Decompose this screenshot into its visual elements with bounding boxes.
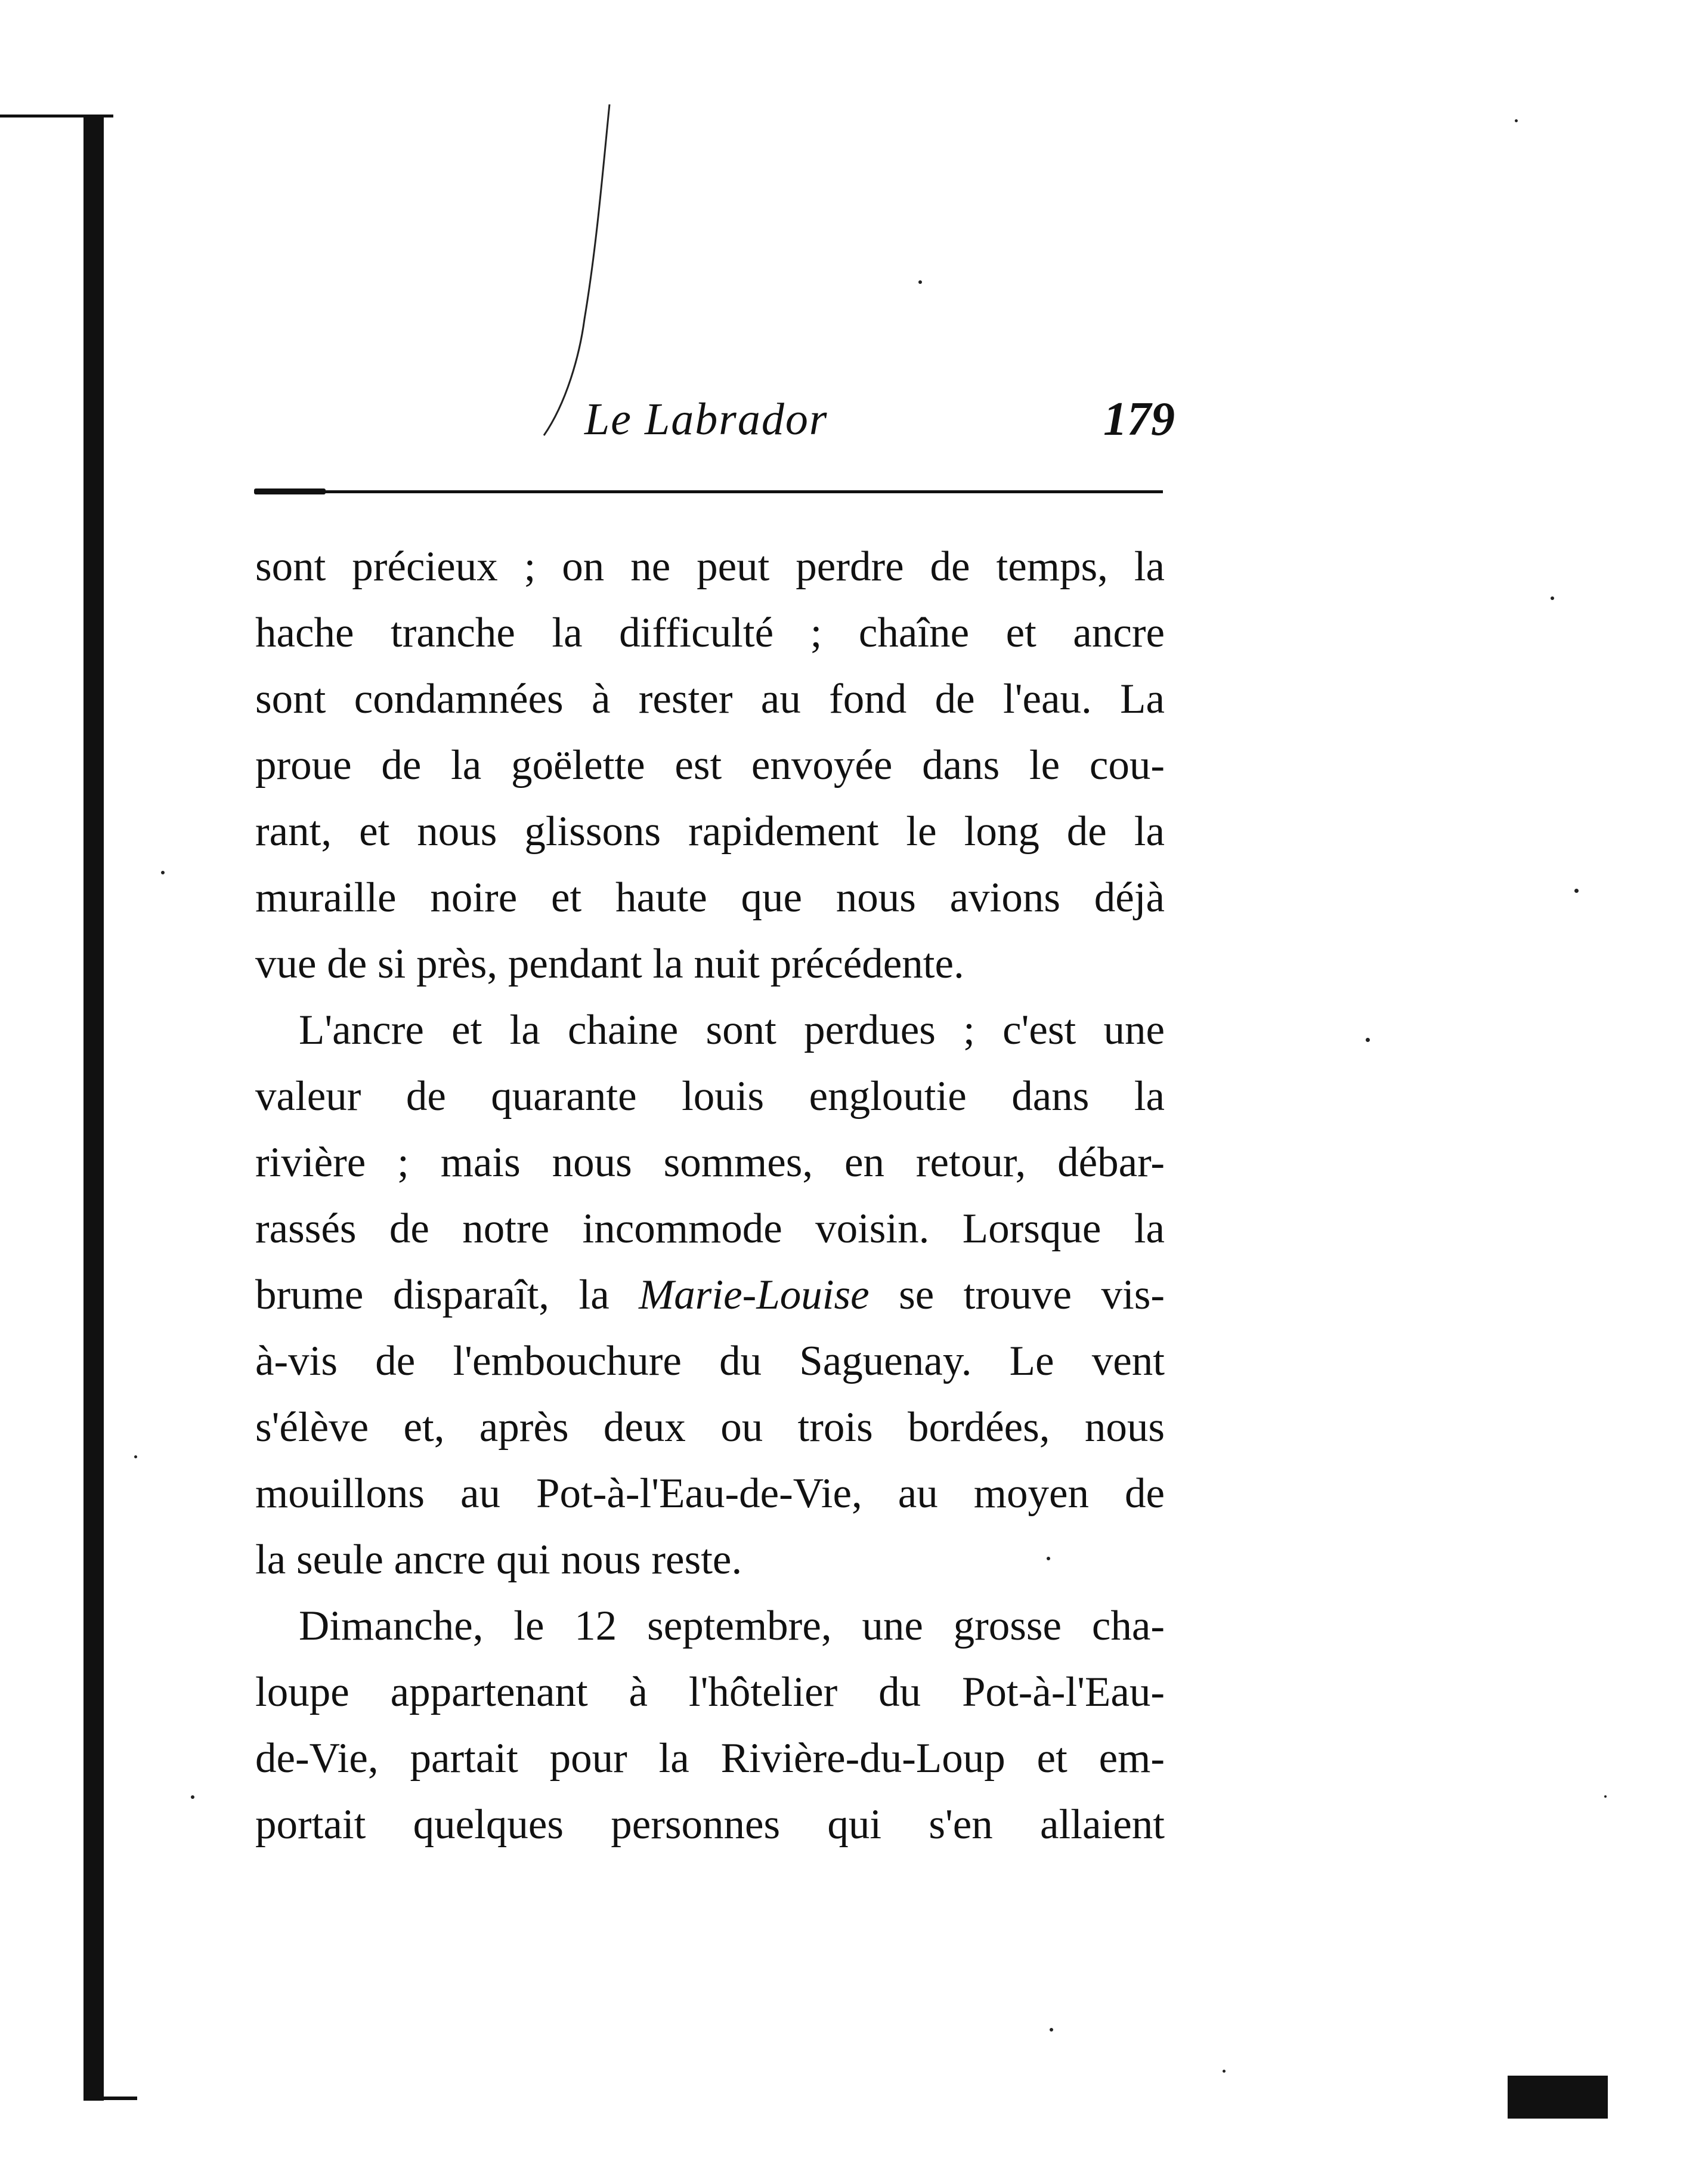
scan-speck <box>161 871 165 874</box>
italic-ship-name: Marie-Louise <box>639 1272 870 1318</box>
scan-speck <box>918 280 922 284</box>
paragraph-first-line: Dimanche, le 12 septembre, une grosse cha- <box>299 1603 1165 1649</box>
text-fragment: brume disparaît, la <box>255 1272 609 1318</box>
text-line: sont condamnées à rester au fond de l'eau. La <box>255 676 1165 722</box>
scan-speck <box>1223 2070 1226 2073</box>
text-line: proue de la goëlette est envoyée dans le cou- <box>255 742 1165 789</box>
scan-corner-block <box>1508 2076 1608 2119</box>
scan-edge-left <box>83 115 104 2101</box>
text-line: loupe appartenant à l'hôtelier du Pot-à-l'Eau- <box>255 1669 1165 1715</box>
text-line: la seule ancre qui nous reste. <box>255 1536 742 1583</box>
scan-speck <box>1047 1557 1050 1560</box>
text-line: portait quelques personnes qui s'en allaient <box>255 1801 1165 1848</box>
scan-speck <box>1366 1038 1370 1042</box>
paragraph-first-line: L'ancre et la chaine sont perdues ; c'est une <box>299 1007 1165 1053</box>
text-line: rivière ; mais nous sommes, en retour, débar- <box>255 1139 1165 1186</box>
scan-speck <box>1574 889 1579 893</box>
running-header <box>584 382 1181 459</box>
text-fragment: se trouve vis- <box>899 1272 1165 1318</box>
scan-speck <box>1515 119 1518 122</box>
text-line-with-italic-name <box>255 1262 1165 1328</box>
scan-speck <box>1050 2028 1053 2032</box>
scan-edge-bottom <box>83 2097 137 2100</box>
text-line: à-vis de l'embouchure du Saguenay. Le vent <box>255 1338 1165 1384</box>
text-line: mouillons au Pot-à-l'Eau-de-Vie, au moyen de <box>255 1470 1165 1517</box>
text-line: de-Vie, partait pour la Rivière-du-Loup et em- <box>255 1735 1165 1782</box>
text-line: rassés de notre incommode voisin. Lorsque la <box>255 1205 1165 1252</box>
text-line: vue de si près, pendant la nuit précédente. <box>255 941 964 987</box>
scan-speck <box>1551 596 1554 600</box>
scan-speck <box>191 1795 194 1799</box>
scan-speck <box>134 1455 137 1458</box>
header-rule <box>258 490 1163 493</box>
text-line: rant, et nous glissons rapidement le long de la <box>255 808 1165 855</box>
text-line: sont précieux ; on ne peut perdre de temps, la <box>255 543 1165 590</box>
text-line: valeur de quarante louis engloutie dans la <box>255 1073 1165 1120</box>
text-line: muraille noire et haute que nous avions déjà <box>255 874 1165 921</box>
text-line: s'élève et, après deux ou trois bordées, nous <box>255 1404 1165 1451</box>
page-number: 179 <box>1103 393 1175 446</box>
body-text <box>255 534 1165 1858</box>
running-title: Le Labrador <box>584 394 828 444</box>
text-line: hache tranche la difficulté ; chaîne et ancre <box>255 610 1165 656</box>
scan-speck <box>1604 1795 1607 1798</box>
